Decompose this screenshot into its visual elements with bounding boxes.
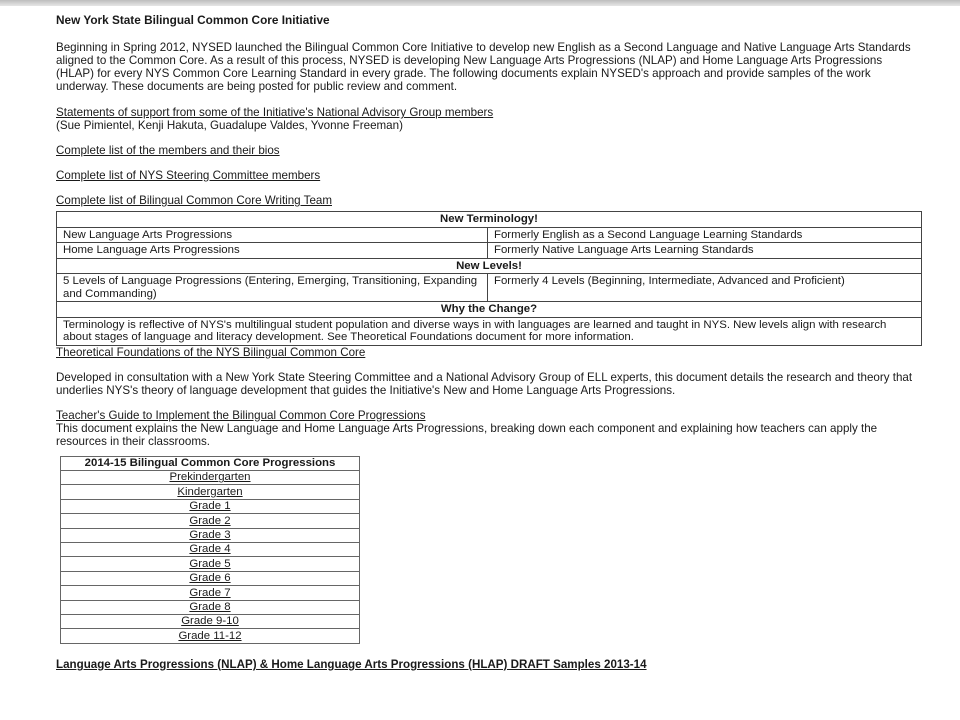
levels-former: Formerly 4 Levels (Beginning, Intermediate, Advanced and Proficient) (488, 274, 922, 302)
theoretical-foundations-link[interactable]: Theoretical Foundations of the NYS Bilingual Common Core (56, 345, 366, 359)
scan-top-edge (0, 0, 960, 6)
grade-link-3[interactable]: Grade 3 (189, 529, 231, 542)
new-levels-header: New Levels! (57, 258, 922, 274)
page-title: New York State Bilingual Common Core Initiative (56, 13, 330, 27)
teachers-guide-link[interactable]: Teacher's Guide to Implement the Bilingual Common Core Progressions (56, 408, 426, 422)
statements-link[interactable]: Statements of support from some of the Initiative's National Advisory Group members (56, 106, 494, 119)
progressions-table (60, 456, 360, 644)
table-row (57, 317, 922, 345)
grade-link-7[interactable]: Grade 7 (189, 586, 231, 599)
levels-new: 5 Levels of Language Progressions (Entering, Emerging, Transitioning, Expanding and Commanding) (57, 274, 488, 302)
term-new-language: New Language Arts Progressions (57, 227, 488, 243)
members-link[interactable]: Complete list of the members and their bios (56, 144, 280, 157)
statements-names: (Sue Pimientel, Kenji Hakuta, Guadalupe Valdes, Yvonne Freeman) (56, 119, 403, 132)
table-row (57, 274, 922, 302)
grade-link-4[interactable]: Grade 4 (189, 543, 231, 556)
grade-link-6[interactable]: Grade 6 (189, 572, 231, 585)
grade-link-2[interactable]: Grade 2 (189, 514, 231, 527)
grade-link-1[interactable]: Grade 1 (189, 500, 231, 513)
terminology-table (56, 211, 922, 346)
progressions-header: 2014-15 Bilingual Common Core Progressions (61, 456, 360, 470)
grade-link-prekindergarten[interactable]: Prekindergarten (169, 471, 251, 484)
document-page (56, 14, 922, 671)
teachers-guide-description: This document explains the New Language and Home Language Arts Progressions, breaking down each component and explaining how teachers can apply the resources in their classrooms. (56, 421, 878, 448)
new-terminology-header: New Terminology! (57, 212, 922, 228)
statements-block (56, 106, 922, 132)
theoretical-block (56, 346, 922, 359)
table-row (57, 227, 922, 243)
table-row (57, 243, 922, 259)
grade-link-5[interactable]: Grade 5 (189, 557, 231, 570)
grade-link-kindergarten[interactable]: Kindergarten (177, 485, 243, 498)
theoretical-description: Developed in consultation with a New York State Steering Committee and a National Advisory Group of ELL experts, this document details the research and theory that underlies NYS's theory of language development that guides the Initiative's New and Home Language Arts Progressions. (56, 370, 913, 397)
draft-samples-block (56, 658, 922, 671)
steering-committee-link[interactable]: Complete list of NYS Steering Committee members (56, 169, 321, 182)
draft-samples-link[interactable]: Language Arts Progressions (NLAP) & Home Language Arts Progressions (HLAP) DRAFT Samples 2013-14 (56, 657, 647, 671)
grade-link-8[interactable]: Grade 8 (189, 601, 231, 614)
grade-link-11-12[interactable]: Grade 11-12 (178, 629, 242, 642)
intro-paragraph: Beginning in Spring 2012, NYSED launched the Bilingual Common Core Initiative to develop new English as a Second Language and Native Language Arts Standards aligned to the Common Core. As a result of this process, NYSED is developing New Language Arts Progressions (NLAP) and Home Language Arts Progressions (HLAP) for every NYS Common Core Learning Standard in every grade. The following documents explain NYSED's approach and provide samples of the work underway. These documents are being posted for public review and comment. (56, 41, 911, 93)
teachers-guide-block (56, 409, 922, 448)
term-new-language-former: Formerly English as a Second Language Learning Standards (488, 227, 922, 243)
why-change-header: Why the Change? (57, 302, 922, 318)
term-home-language: Home Language Arts Progressions (57, 243, 488, 259)
grade-link-9-10[interactable]: Grade 9-10 (181, 615, 239, 628)
term-home-language-former: Formerly Native Language Arts Learning Standards (488, 243, 922, 259)
writing-team-link[interactable]: Complete list of Bilingual Common Core Writing Team (56, 194, 332, 207)
why-change-text: Terminology is reflective of NYS's multilingual student population and diverse ways in with languages are learned and taught in NYS. New levels align with research about stages of language and literacy development. See Theoretical Foundations document for more information. (57, 317, 922, 345)
